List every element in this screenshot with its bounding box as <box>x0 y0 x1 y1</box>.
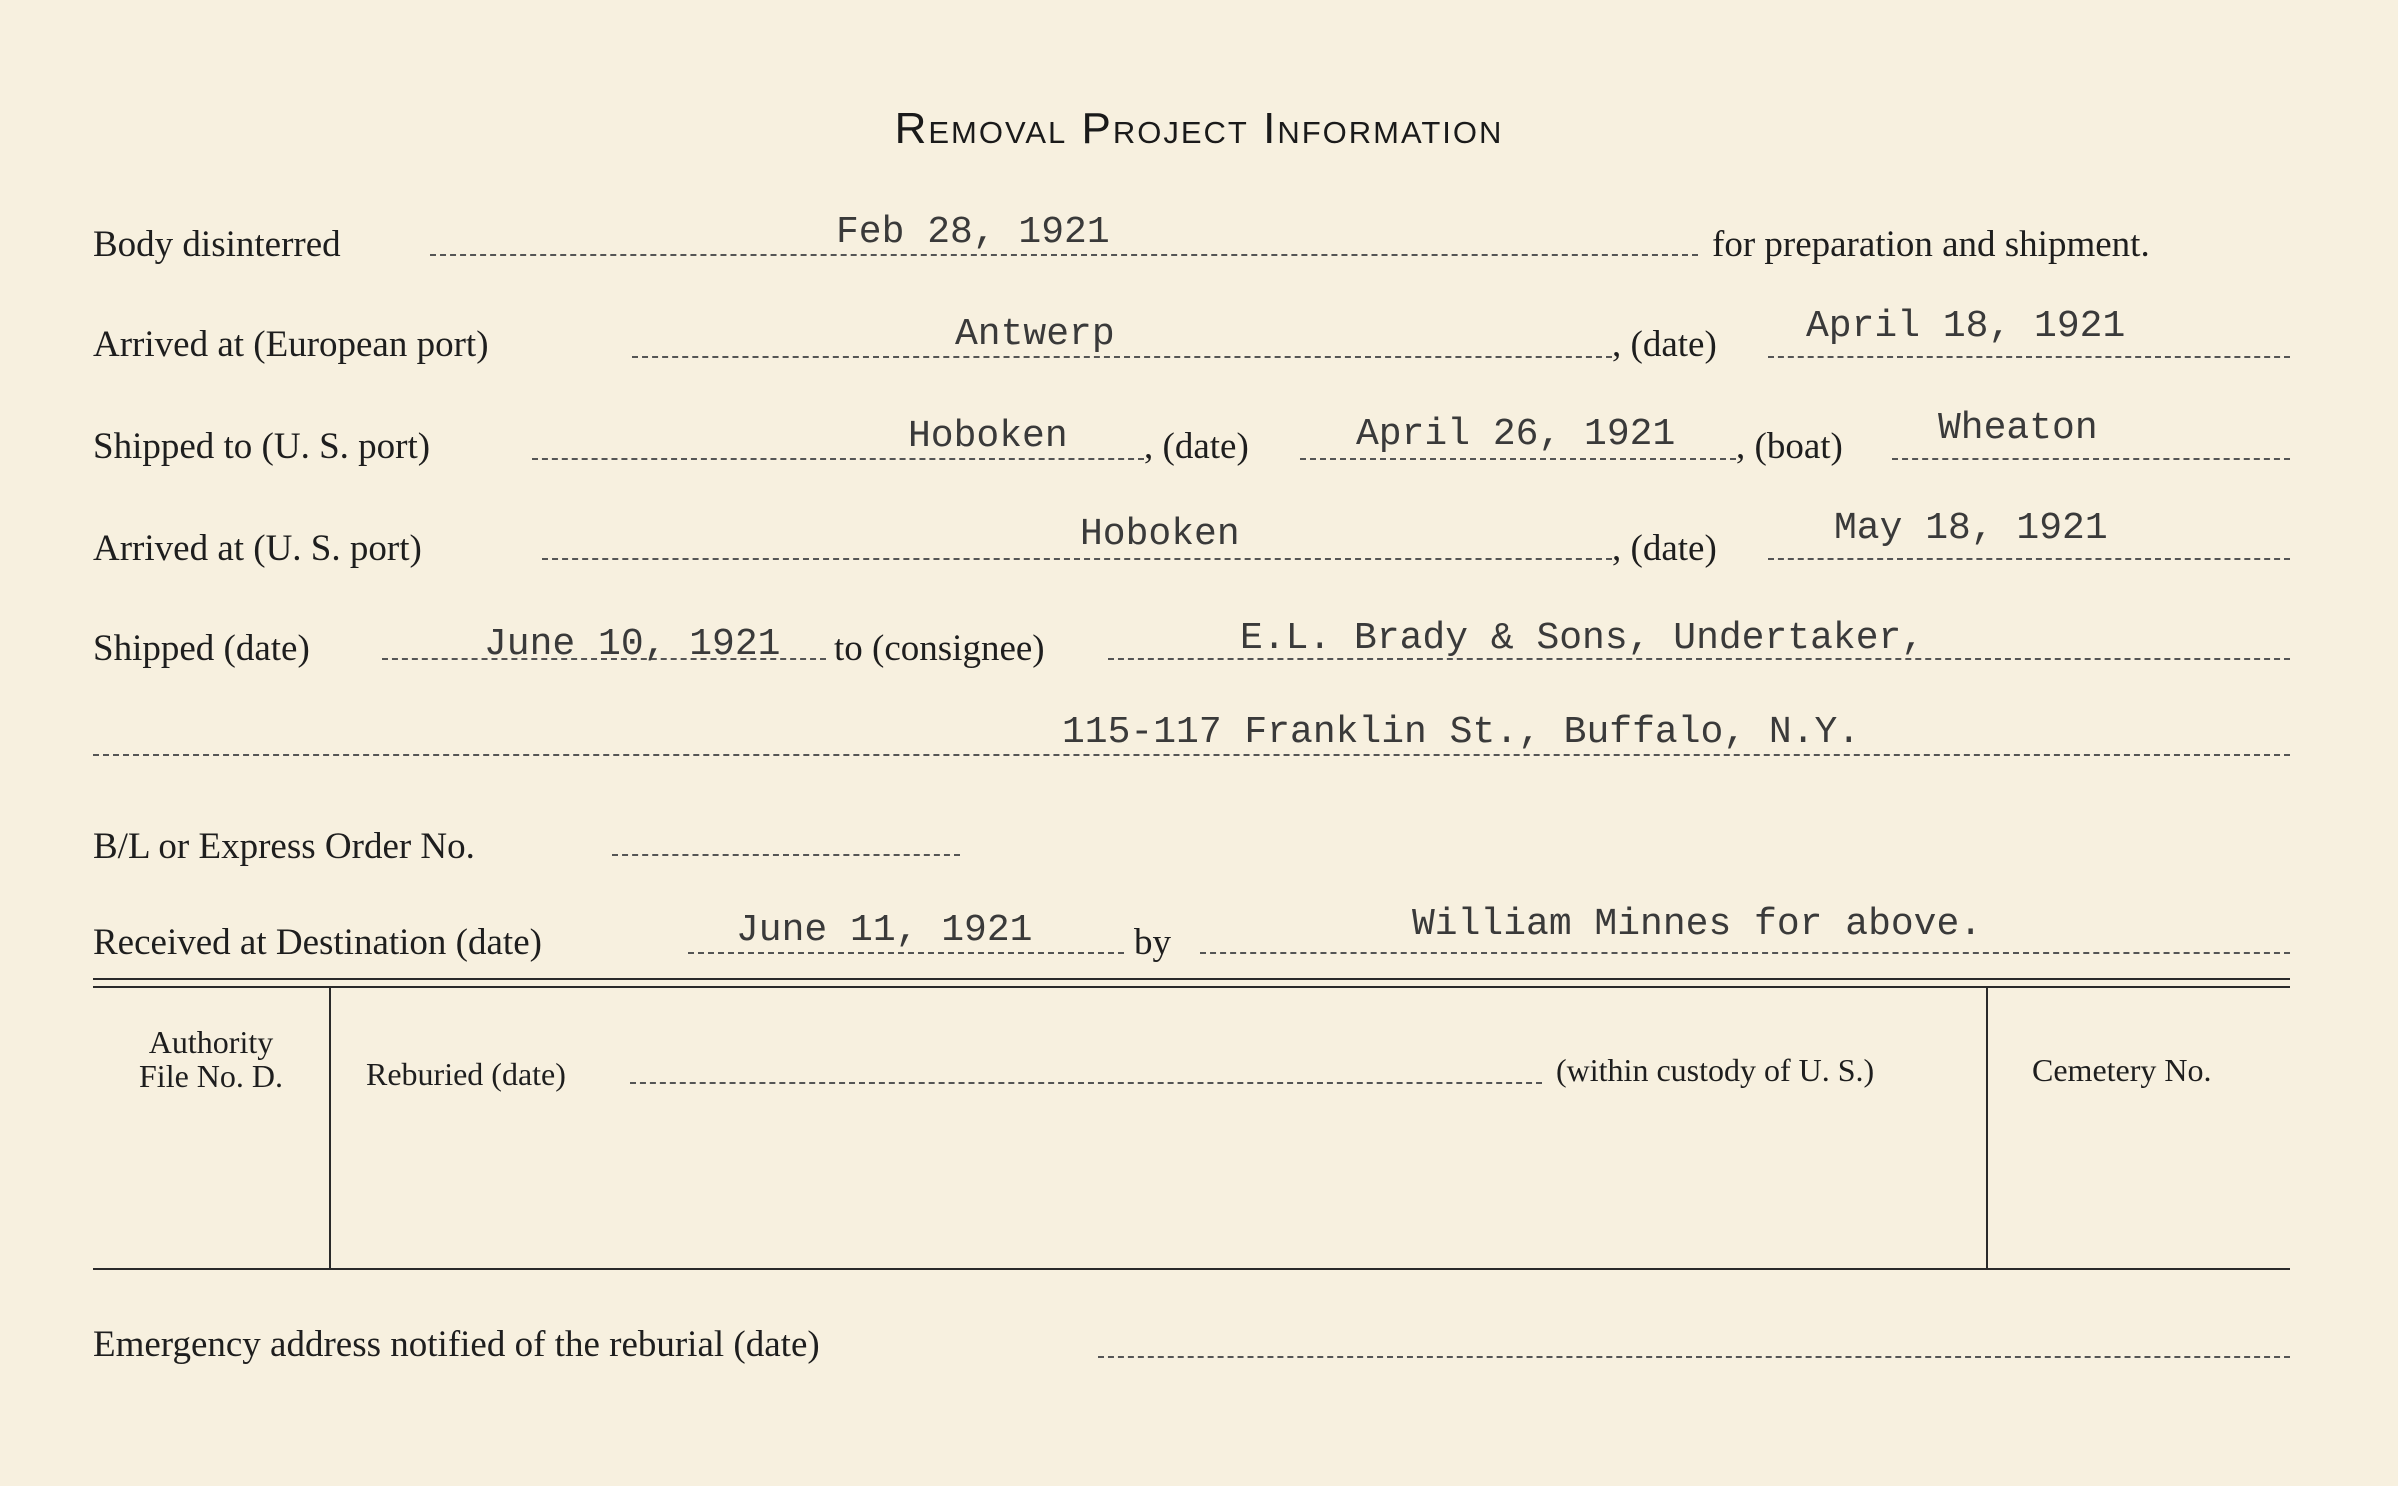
authority-label: Authority <box>148 1024 274 1060</box>
consignee-label: to (consignee) <box>834 628 1045 669</box>
table-divider-right <box>1986 988 1988 1268</box>
emergency-line <box>1098 1356 2290 1358</box>
european-port-label: Arrived at (European port) <box>93 324 489 365</box>
us-port-arrived-label: Arrived at (U. S. port) <box>93 528 422 569</box>
boat-line <box>1892 458 2290 460</box>
european-port-date-line <box>1768 356 2290 358</box>
boat-label: , (boat) <box>1736 426 1843 467</box>
address-line <box>93 754 2290 756</box>
received-by-line <box>1200 952 2290 954</box>
boat-value: Wheaton <box>1938 407 2098 450</box>
us-port-shipped-date-line <box>1300 458 1736 460</box>
emergency-label: Emergency address notified of the reburial (date) <box>93 1324 820 1365</box>
shipped-date-label: Shipped (date) <box>93 628 310 669</box>
consignee-value: E.L. Brady & Sons, Undertaker, <box>1240 617 1925 660</box>
received-by-label: by <box>1134 922 1171 963</box>
table-top-rule <box>93 978 2290 980</box>
us-port-arrived-date-value: May 18, 1921 <box>1834 507 2108 550</box>
table-divider-left <box>329 988 331 1268</box>
body-disinterred-value: Feb 28, 1921 <box>836 211 1110 254</box>
received-date-value: June 11, 1921 <box>736 909 1033 952</box>
page-title: Removal Project Information <box>894 104 1504 153</box>
shipped-date-value: June 10, 1921 <box>484 623 781 666</box>
reburied-line <box>630 1082 1542 1084</box>
european-port-line <box>632 356 1612 358</box>
received-date-label: Received at Destination (date) <box>93 922 542 963</box>
european-port-value: Antwerp <box>955 313 1115 356</box>
received-date-line <box>688 952 1124 954</box>
body-disinterred-suffix: for preparation and shipment. <box>1712 224 2150 265</box>
received-by-value: William Minnes for above. <box>1412 903 1983 946</box>
european-port-date-label: , (date) <box>1612 324 1717 365</box>
us-port-shipped-date-value: April 26, 1921 <box>1356 413 1676 456</box>
custody-label: (within custody of U. S.) <box>1556 1052 1875 1088</box>
us-port-arrived-date-line <box>1768 558 2290 560</box>
cemetery-label: Cemetery No. <box>2032 1052 2212 1088</box>
file-no-label: File No. D. <box>139 1058 283 1094</box>
us-port-shipped-label: Shipped to (U. S. port) <box>93 426 431 467</box>
us-port-shipped-value: Hoboken <box>908 415 1068 458</box>
bl-order-label: B/L or Express Order No. <box>93 826 475 867</box>
address-value: 115-117 Franklin St., Buffalo, N.Y. <box>1062 711 1861 754</box>
european-port-date-value: April 18, 1921 <box>1806 305 2126 348</box>
table-bottom-rule <box>93 1268 2290 1270</box>
bl-order-line <box>612 854 960 856</box>
us-port-arrived-date-label: , (date) <box>1612 528 1717 569</box>
us-port-shipped-line <box>532 458 1144 460</box>
body-disinterred-label: Body disinterred <box>93 224 341 265</box>
reburied-label: Reburied (date) <box>366 1056 566 1092</box>
us-port-arrived-value: Hoboken <box>1080 513 1240 556</box>
table-top-rule-2 <box>93 986 2290 988</box>
us-port-arrived-line <box>542 558 1612 560</box>
us-port-shipped-date-label: , (date) <box>1144 426 1249 467</box>
body-disinterred-line <box>430 254 1698 256</box>
